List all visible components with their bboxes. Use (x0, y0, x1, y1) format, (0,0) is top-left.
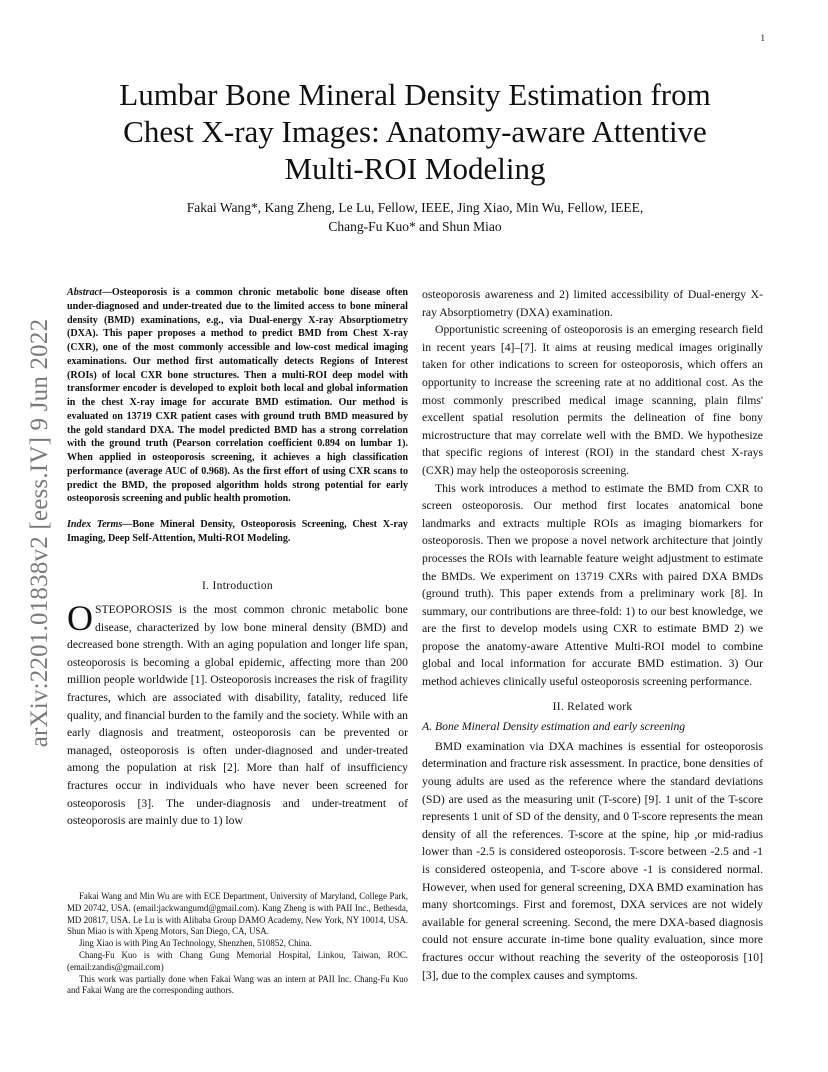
section-heading-introduction: I. Introduction (202, 579, 273, 592)
related-work-paragraph: BMD examination via DXA machines is essential for osteoporosis determination and fracture risk assessment. In practice, bone densities of young adults are used as the reference where the standard deviations (SD) are used as the measuring unit (T-score) [9]. 1 unit of the T-score represents 1 unit of SD of the density, and 0 T-score represents the mean density of all the references. T-score at the spine, hip ,or mid-radius lower than -2.5 is considered osteoporosis. T-score between -2.5 and -1 is considered osteopenia, and T-score above -1 is considered normal. However, when used for general screening, DXA BMD examination has many shortcomings. First and foremost, DXA services are not widely available for general screening. Second, the mere DXA-based diagnosis could not ensure accurate in-time bone quality evaluation, since more fractures occur without reaching the severity of the osteoporosis [10] [3], due to the complex causes and symptoms. (422, 739, 763, 982)
title-line: Chest X-ray Images: Anatomy-aware Attentive (123, 114, 707, 149)
abstract-label: Abstract (67, 287, 102, 298)
intro-paragraph-3: This work introduces a method to estimate the BMD from CXR to screen osteoporosis. Our method first locates anatomical bone landmarks and extracts multiple ROIs as imaging biomarkers for osteoporosis. Then we propose a novel network architecture that jointly processes the ROIs with learnable feature weight adjustment to estimate the BMDs. We experiment on 13719 CXRs with paired DXA BMDs (ground truth). This paper extends from a preliminary work [8]. In summary, our contributions are three-fold: 1) to our best knowledge, we are the first to develop models using CXR to estimate BMD 2) we propose the anatomy-aware Attentive Multi-ROI model to combine global and local information for accurate BMD estimation. 3) Our method achieves clinically useful osteoporosis screening performance. (422, 481, 763, 689)
index-terms-text: —Bone Mineral Density, Osteoporosis Screening, Chest X-ray Imaging, Deep Self-Attention, Multi-ROI Modeling. (67, 519, 408, 544)
author-list (70, 198, 760, 236)
intro-paragraph-text: STEOPOROSIS is the most common chronic metabolic bone disease, characterized by low bone mineral density (BMD) and decreased bone strength. With an aging population and longer life span, osteoporosis is becoming a global epidemic, affecting more than 200 million people worldwide [1]. Osteoporosis increases the risk of fragility fractures, which are associated with disability, fatality, reduced life quality, and financial burden to the family and the society. While with an early diagnosis and treatment, osteoporosis can be prevented or managed, osteoporosis is often under-diagnosed and under-treated among the population at risk [2]. More than half of insufficiency fractures occur in individuals who have never been screened for osteoporosis [3]. The under-diagnosis and under-treatment of osteoporosis are mainly due to 1) low (67, 603, 408, 828)
index-terms (67, 518, 408, 546)
intro-paragraph-continued: osteoporosis awareness and 2) limited accessibility of Dual-energy X-ray Absorptiometry (DXA) examination. (422, 288, 763, 319)
index-terms-label: Index Terms (67, 519, 123, 530)
title-line: Lumbar Bone Mineral Density Estimation from (119, 77, 711, 112)
footnotes (67, 891, 408, 997)
author-line: Chang-Fu Kuo* and Shun Miao (328, 219, 502, 234)
author-line: Fakai Wang*, Kang Zheng, Le Lu, Fellow, IEEE, Jing Xiao, Min Wu, Fellow, IEEE, (186, 200, 644, 215)
footnote: Fakai Wang and Min Wu are with ECE Department, University of Maryland, College Park, MD 20742, USA. (email:jackwangumd@gmail.com). Kang Zheng is with PAII Inc., Bethesda, MD 20817, USA. Le Lu is with Alibaba Group DAMO Academy, New York, NY 10014, USA. Shun Miao is with Xpeng Motors, San Diego, CA, USA. (67, 891, 408, 937)
right-column (422, 286, 763, 984)
left-column (67, 286, 408, 830)
footnote: This work was partially done when Fakai Wang was an intern at PAII Inc. Chang-Fu Kuo and Fakai Wang are the corresponding authors. (67, 973, 408, 996)
drop-cap: O (67, 598, 93, 639)
title-line: Multi-ROI Modeling (284, 151, 546, 186)
abstract-text: —Osteoporosis is a common chronic metabolic bone disease often under-diagnosed and under-treated due to the limited access to bone mineral density (BMD) examinations, e.g., via Dual-energy X-ray Absorptiometry (DXA). This paper proposes a method to predict BMD from Chest X-ray (CXR), one of the most commonly accessible and low-cost medical imaging examinations. Our method first automatically detects Regions of Interest (ROIs) of local CXR bone structures. Then a multi-ROI deep model with transformer encoder is developed to exploit both local and global information in the chest X-ray image for accurate BMD estimation. Our method is evaluated on 13719 CXR patient cases with ground truth BMD measured by the gold standard DXA. The model predicted BMD has a strong correlation with the ground truth (Pearson correlation coefficient 0.894 on lumbar 1). When applied in osteoporosis screening, it achieves a high classification performance (average AUC of 0.968). As the first effort of using CXR scans to predict the BMD, the proposed algorithm holds strong potential for early osteoporosis screening and public health promotion. (67, 287, 408, 505)
subsection-heading: A. Bone Mineral Density estimation and early screening (422, 720, 686, 734)
intro-paragraph (67, 598, 408, 830)
arxiv-watermark (22, 298, 58, 768)
footnote: Chang-Fu Kuo is with Chang Gung Memorial Hospital, Linkou, Taiwan, ROC. (email:zandis@gmail.com) (67, 949, 408, 972)
section-heading-related-work: II. Related work (552, 700, 633, 713)
arxiv-id: arXiv:2201.01838v2 [eess.IV] 9 Jun 2022 (26, 318, 53, 748)
page-number: 1 (760, 33, 765, 43)
paper-title (70, 76, 760, 187)
abstract (67, 286, 408, 506)
intro-paragraph-2: Opportunistic screening of osteoporosis is an emerging research field in recent years [4]–[7]. It aims at reusing medical images originally taken for other indications to screen for osteoporosis, which offers an opportunity to increase the screening rate at no additional cost. As the most commonly prescribed medical image scanning, plain films' excellent spatial resolution permits the delineation of fine bony microstructure that may correlate well with the BMD. We hypothesize that specific regions of interest (ROI) in the standard chest X-rays (CXR) may help the osteoporosis screening. (422, 323, 763, 477)
footnote: Jing Xiao is with Ping An Technology, Shenzhen, 510852, China. (79, 938, 312, 949)
